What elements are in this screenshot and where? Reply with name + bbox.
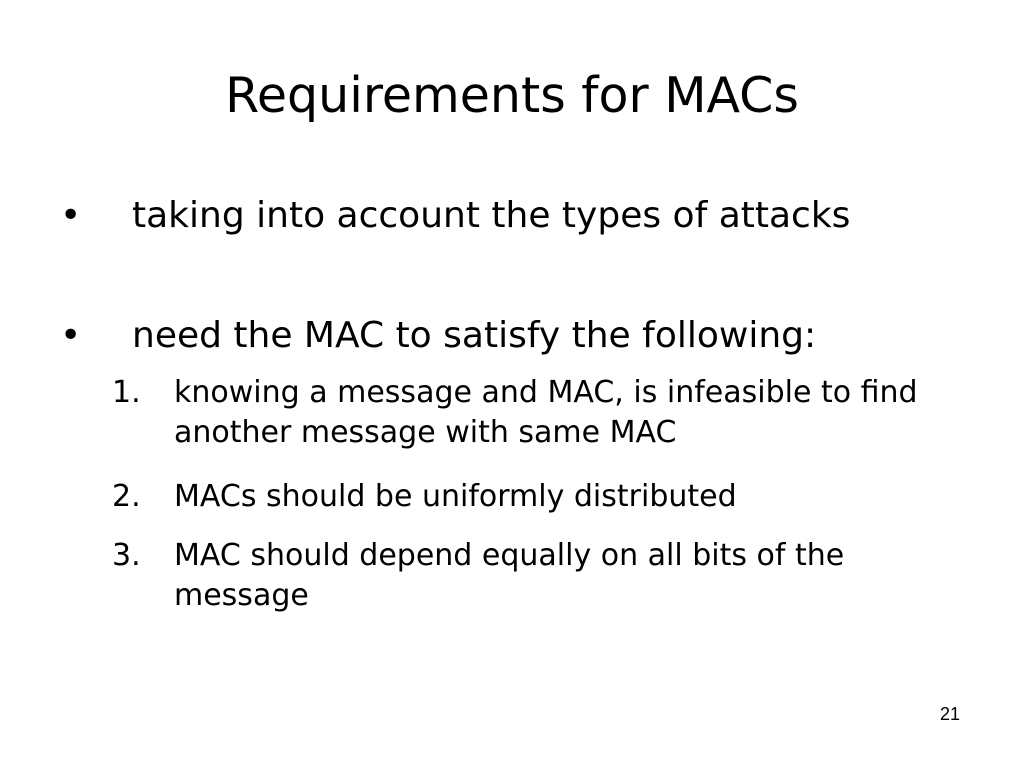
bullet-text: taking into account the types of attacks xyxy=(132,195,851,236)
item-text: MACs should be uniformly distributed xyxy=(174,479,737,514)
bullet-item xyxy=(60,190,940,294)
numbered-item xyxy=(112,477,972,517)
numbered-item xyxy=(112,373,972,453)
numbered-item xyxy=(112,536,972,616)
item-number: 2. xyxy=(112,479,141,514)
item-text: MAC should depend equally on all bits of the message xyxy=(174,538,845,613)
bullet-item xyxy=(60,310,940,362)
item-text: knowing a message and MAC, is infeasible to find another message with same MAC xyxy=(174,375,918,450)
bullet-text: need the MAC to satisfy the following: xyxy=(132,315,817,356)
bullet-marker: • xyxy=(60,195,82,236)
item-number: 1. xyxy=(112,375,141,410)
page-number: 21 xyxy=(939,704,960,724)
item-number: 3. xyxy=(112,538,141,573)
slide-title: Requirements for MACs xyxy=(225,67,799,124)
bullet-marker: • xyxy=(60,315,82,356)
